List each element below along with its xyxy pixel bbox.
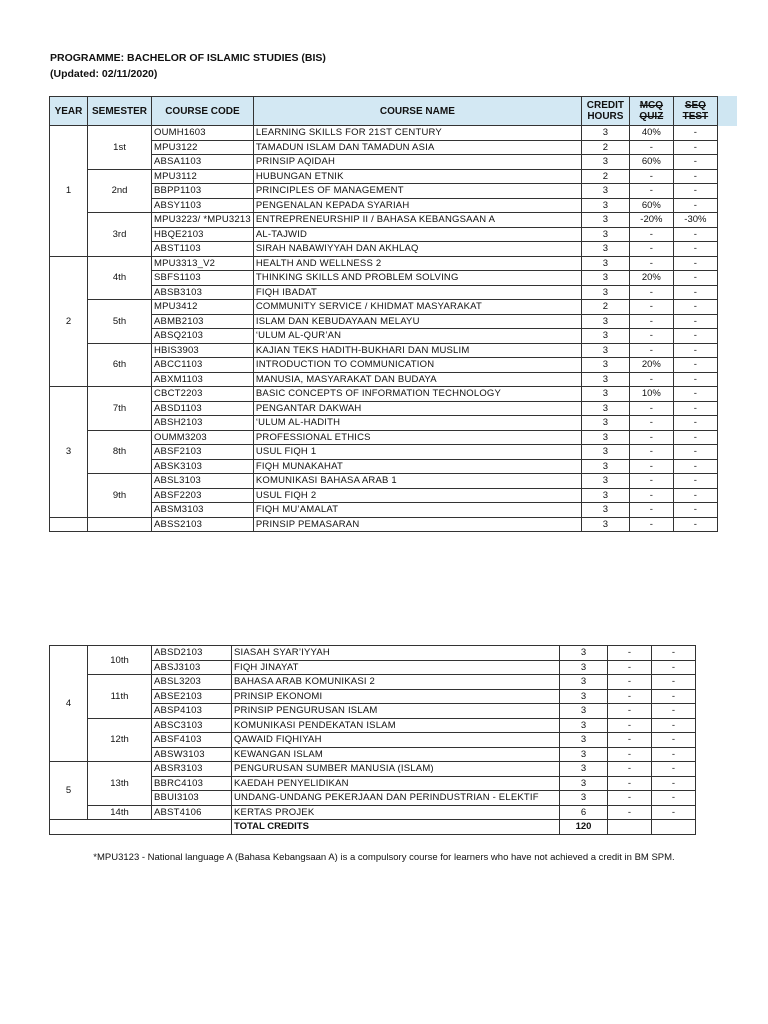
semester-cell: 4th xyxy=(88,256,152,300)
mcq-cell: - xyxy=(608,646,652,661)
mcq-cell: - xyxy=(608,776,652,791)
course-name-cell: MANUSIA, MASYARAKAT DAN BUDAYA xyxy=(253,372,581,387)
course-code-cell: ABSS2103 xyxy=(152,517,254,532)
credit-cell: 3 xyxy=(581,184,629,199)
course-code-cell: ABXM1103 xyxy=(152,372,254,387)
course-code-cell: ABSJ3103 xyxy=(152,660,232,675)
course-name-cell: ‘ULUM AL-HADITH xyxy=(253,416,581,431)
course-name-cell: KAJIAN TEKS HADITH-BUKHARI DAN MUSLIM xyxy=(253,343,581,358)
mcq-cell: - xyxy=(629,372,673,387)
course-name-cell: FIQH MU’AMALAT xyxy=(253,503,581,518)
seq-cell: - xyxy=(673,329,717,344)
seq-cell: - xyxy=(652,762,696,777)
mcq-cell: - xyxy=(629,474,673,489)
course-code-cell: MPU3313_V2 xyxy=(152,256,254,271)
course-code-cell: HBQE2103 xyxy=(152,227,254,242)
semester-cell: 5th xyxy=(88,300,152,344)
seq-cell: - xyxy=(652,718,696,733)
table-row xyxy=(50,169,718,184)
credit-cell: 3 xyxy=(581,459,629,474)
seq-cell: - xyxy=(673,387,717,402)
semester-cell: 14th xyxy=(88,805,152,820)
course-name-cell: PROFESSIONAL ETHICS xyxy=(253,430,581,445)
col-year-header: YEAR xyxy=(50,97,88,126)
mcq-cell: 20% xyxy=(629,358,673,373)
semester-cell: 9th xyxy=(88,474,152,518)
semester-cell: 7th xyxy=(88,387,152,431)
course-name-cell: PENGURUSAN SUMBER MANUSIA (ISLAM) xyxy=(232,762,560,777)
mcq-cell: - xyxy=(629,300,673,315)
course-code-cell: ABSA1103 xyxy=(152,155,254,170)
seq-cell: - xyxy=(673,300,717,315)
seq-cell: - xyxy=(673,459,717,474)
course-code-cell: ABCC1103 xyxy=(152,358,254,373)
course-code-cell: ABSM3103 xyxy=(152,503,254,518)
course-code-cell: ABST4106 xyxy=(152,805,232,820)
year-cell: 1 xyxy=(50,126,88,257)
course-code-cell: CBCT2203 xyxy=(152,387,254,402)
mcq-cell: 20% xyxy=(629,271,673,286)
seq-cell: - xyxy=(652,805,696,820)
course-name-cell: ENTREPRENEURSHIP II / BAHASA KEBANGSAAN A xyxy=(253,213,581,228)
credit-cell: 3 xyxy=(581,430,629,445)
credit-cell: 3 xyxy=(581,358,629,373)
col-seq-header: SEQ TEST xyxy=(673,97,717,126)
course-code-cell: OUMH1603 xyxy=(152,126,254,141)
credit-cell: 2 xyxy=(581,300,629,315)
table-row xyxy=(50,256,718,271)
mcq-cell: - xyxy=(629,416,673,431)
seq-cell: - xyxy=(673,517,717,532)
mcq-cell: 40% xyxy=(629,126,673,141)
semester-cell: 12th xyxy=(88,718,152,762)
course-code-cell: ABMB2103 xyxy=(152,314,254,329)
mcq-cell: - xyxy=(629,488,673,503)
course-code-cell: ABSK3103 xyxy=(152,459,254,474)
credit-cell: 3 xyxy=(581,213,629,228)
course-code-cell: ABSR3103 xyxy=(152,762,232,777)
credit-cell: 3 xyxy=(581,517,629,532)
table-row xyxy=(50,718,696,733)
credit-cell: 3 xyxy=(581,503,629,518)
mcq-cell: - xyxy=(629,184,673,199)
course-code-cell: ABSY1103 xyxy=(152,198,254,213)
col-code-header: COURSE CODE xyxy=(152,97,254,126)
col-mcq-header: MCQ QUIZ xyxy=(629,97,673,126)
mcq-cell: - xyxy=(629,285,673,300)
credit-cell: 3 xyxy=(560,660,608,675)
mcq-cell: - xyxy=(629,256,673,271)
course-name-cell: KEWANGAN ISLAM xyxy=(232,747,560,762)
course-table-part-2 xyxy=(49,645,696,835)
total-empty-mcq xyxy=(608,820,652,835)
mcq-cell: - xyxy=(629,401,673,416)
course-name-cell: TAMADUN ISLAM DAN TAMADUN ASIA xyxy=(253,140,581,155)
seq-cell: - xyxy=(673,285,717,300)
credit-cell: 3 xyxy=(581,271,629,286)
course-name-cell: ‘ULUM AL-QUR’AN xyxy=(253,329,581,344)
semester-cell: 10th xyxy=(88,646,152,675)
seq-cell: - xyxy=(673,242,717,257)
course-code-cell: MPU3112 xyxy=(152,169,254,184)
table-row xyxy=(50,474,718,489)
credit-cell: 3 xyxy=(581,329,629,344)
table-row xyxy=(50,675,696,690)
course-name-cell: KOMUNIKASI BAHASA ARAB 1 xyxy=(253,474,581,489)
mcq-cell: - xyxy=(608,704,652,719)
seq-cell: - xyxy=(652,776,696,791)
mcq-cell: - xyxy=(629,140,673,155)
course-name-cell: KERTAS PROJEK xyxy=(232,805,560,820)
course-code-cell: MPU3122 xyxy=(152,140,254,155)
credit-cell: 3 xyxy=(560,646,608,661)
seq-cell: - xyxy=(673,256,717,271)
credit-cell: 3 xyxy=(581,155,629,170)
course-name-cell: LEARNING SKILLS FOR 21ST CENTURY xyxy=(253,126,581,141)
table-row xyxy=(50,646,696,661)
course-name-cell: FIQH IBADAT xyxy=(253,285,581,300)
mcq-cell: -20% xyxy=(629,213,673,228)
semester-cell: 6th xyxy=(88,343,152,387)
course-name-cell: QAWAID FIQHIYAH xyxy=(232,733,560,748)
year-cell: 4 xyxy=(50,646,88,762)
course-name-cell: KOMUNIKASI PENDEKATAN ISLAM xyxy=(232,718,560,733)
mcq-cell: - xyxy=(629,227,673,242)
seq-cell: - xyxy=(673,416,717,431)
mcq-cell: 10% xyxy=(629,387,673,402)
semester-cell: 3rd xyxy=(88,213,152,257)
credit-cell: 3 xyxy=(560,704,608,719)
seq-cell: - xyxy=(652,675,696,690)
seq-cell: - xyxy=(652,646,696,661)
course-code-cell: BBRC4103 xyxy=(152,776,232,791)
semester-cell xyxy=(88,517,152,532)
course-code-cell: ABSF2203 xyxy=(152,488,254,503)
course-name-cell: PRINSIP PEMASARAN xyxy=(253,517,581,532)
mcq-cell: - xyxy=(629,503,673,518)
table-row xyxy=(50,805,696,820)
course-code-cell: BBPP1103 xyxy=(152,184,254,199)
seq-cell: - xyxy=(673,155,717,170)
seq-cell: - xyxy=(673,227,717,242)
seq-cell: -30% xyxy=(673,213,717,228)
course-code-cell: ABSF2103 xyxy=(152,445,254,460)
course-name-cell: FIQH JINAYAT xyxy=(232,660,560,675)
mcq-cell: - xyxy=(608,718,652,733)
mcq-cell: - xyxy=(608,660,652,675)
course-code-cell: OUMM3203 xyxy=(152,430,254,445)
seq-cell: - xyxy=(673,169,717,184)
credit-cell: 3 xyxy=(581,474,629,489)
course-name-cell: PRINCIPLES OF MANAGEMENT xyxy=(253,184,581,199)
mcq-cell: - xyxy=(629,169,673,184)
course-name-cell: HUBUNGAN ETNIK xyxy=(253,169,581,184)
mcq-cell: - xyxy=(629,343,673,358)
credit-cell: 3 xyxy=(581,401,629,416)
credit-cell: 3 xyxy=(581,314,629,329)
mcq-cell: - xyxy=(629,242,673,257)
course-name-cell: USUL FIQH 2 xyxy=(253,488,581,503)
credit-cell: 3 xyxy=(581,372,629,387)
credit-cell: 3 xyxy=(581,285,629,300)
mcq-cell: - xyxy=(629,430,673,445)
course-table-part-1 xyxy=(49,96,718,532)
credit-cell: 3 xyxy=(581,387,629,402)
credit-cell: 2 xyxy=(581,169,629,184)
course-code-cell: ABSC3103 xyxy=(152,718,232,733)
course-name-cell: COMMUNITY SERVICE / KHIDMAT MASYARAKAT xyxy=(253,300,581,315)
course-name-cell: KAEDAH PENYELIDIKAN xyxy=(232,776,560,791)
course-name-cell: PRINSIP EKONOMI xyxy=(232,689,560,704)
seq-cell: - xyxy=(673,358,717,373)
seq-cell: - xyxy=(652,660,696,675)
seq-cell: - xyxy=(673,271,717,286)
course-code-cell: HBIS3903 xyxy=(152,343,254,358)
updated-date: (Updated: 02/11/2020) xyxy=(50,68,158,80)
table-row xyxy=(50,343,718,358)
credit-cell: 3 xyxy=(581,256,629,271)
table-row xyxy=(50,300,718,315)
seq-cell: - xyxy=(673,372,717,387)
seq-cell: - xyxy=(652,689,696,704)
seq-cell: - xyxy=(652,791,696,806)
credit-cell: 2 xyxy=(581,140,629,155)
credit-cell: 3 xyxy=(581,488,629,503)
credit-cell: 3 xyxy=(560,718,608,733)
credit-cell: 3 xyxy=(560,689,608,704)
course-name-cell: AL-TAJWID xyxy=(253,227,581,242)
col-semester-header: SEMESTER xyxy=(88,97,152,126)
seq-cell: - xyxy=(673,184,717,199)
semester-cell: 2nd xyxy=(88,169,152,213)
col-credit-header: CREDIT HOURS xyxy=(581,97,629,126)
course-code-cell: ABSW3103 xyxy=(152,747,232,762)
credit-cell: 3 xyxy=(560,747,608,762)
course-name-cell: SIASAH SYAR’IYYAH xyxy=(232,646,560,661)
table-row xyxy=(50,762,696,777)
credit-cell: 3 xyxy=(581,445,629,460)
total-spacer xyxy=(50,820,232,835)
mcq-cell: - xyxy=(608,762,652,777)
year-cell: 3 xyxy=(50,387,88,518)
course-name-cell: PENGENALAN KEPADA SYARIAH xyxy=(253,198,581,213)
credit-cell: 3 xyxy=(560,791,608,806)
seq-cell: - xyxy=(673,126,717,141)
course-name-cell: BASIC CONCEPTS OF INFORMATION TECHNOLOGY xyxy=(253,387,581,402)
total-empty-seq xyxy=(652,820,696,835)
mcq-cell: - xyxy=(608,733,652,748)
footnote: *MPU3123 - National language A (Bahasa Kebangsaan A) is a compulsory course for learners who have not achieved a credit in BM SPM. xyxy=(93,852,675,863)
table-row xyxy=(50,126,718,141)
year-cell: 5 xyxy=(50,762,88,820)
course-code-cell: ABSE2103 xyxy=(152,689,232,704)
programme-title: PROGRAMME: BACHELOR OF ISLAMIC STUDIES (BIS) xyxy=(50,52,326,64)
year-cell xyxy=(50,517,88,532)
seq-cell: - xyxy=(673,488,717,503)
course-code-cell: ABSD1103 xyxy=(152,401,254,416)
credit-cell: 3 xyxy=(560,776,608,791)
mcq-cell: 60% xyxy=(629,155,673,170)
mcq-cell: - xyxy=(629,459,673,474)
seq-cell: - xyxy=(673,198,717,213)
seq-cell: - xyxy=(673,503,717,518)
course-code-cell: ABSL3203 xyxy=(152,675,232,690)
total-label: TOTAL CREDITS xyxy=(232,820,560,835)
course-name-cell: INTRODUCTION TO COMMUNICATION xyxy=(253,358,581,373)
course-name-cell: BAHASA ARAB KOMUNIKASI 2 xyxy=(232,675,560,690)
course-code-cell: ABSH2103 xyxy=(152,416,254,431)
total-value: 120 xyxy=(560,820,608,835)
mcq-cell: 60% xyxy=(629,198,673,213)
course-name-cell: PENGANTAR DAKWAH xyxy=(253,401,581,416)
course-name-cell: THINKING SKILLS AND PROBLEM SOLVING xyxy=(253,271,581,286)
course-code-cell: ABSD2103 xyxy=(152,646,232,661)
course-code-cell: ABST1103 xyxy=(152,242,254,257)
mcq-cell: - xyxy=(608,747,652,762)
course-name-cell: PRINSIP AQIDAH xyxy=(253,155,581,170)
seq-cell: - xyxy=(652,747,696,762)
course-code-cell: MPU3223/ *MPU3213 xyxy=(152,213,254,228)
seq-cell: - xyxy=(673,140,717,155)
credit-cell: 3 xyxy=(560,733,608,748)
course-name-cell: HEALTH AND WELLNESS 2 xyxy=(253,256,581,271)
credit-cell: 3 xyxy=(581,343,629,358)
credit-cell: 6 xyxy=(560,805,608,820)
mcq-cell: - xyxy=(608,689,652,704)
course-code-cell: ABSP4103 xyxy=(152,704,232,719)
table-row xyxy=(50,387,718,402)
course-name-cell: USUL FIQH 1 xyxy=(253,445,581,460)
mcq-cell: - xyxy=(629,445,673,460)
credit-cell: 3 xyxy=(581,242,629,257)
seq-cell: - xyxy=(673,445,717,460)
course-name-cell: UNDANG-UNDANG PEKERJAAN DAN PERINDUSTRIAN - ELEKTIF xyxy=(232,791,560,806)
table-row xyxy=(50,517,718,532)
total-row xyxy=(50,820,696,835)
seq-cell: - xyxy=(673,474,717,489)
seq-cell: - xyxy=(673,343,717,358)
course-code-cell: ABSF4103 xyxy=(152,733,232,748)
credit-cell: 3 xyxy=(560,675,608,690)
credit-cell: 3 xyxy=(581,126,629,141)
seq-cell: - xyxy=(652,733,696,748)
course-name-cell: FIQH MUNAKAHAT xyxy=(253,459,581,474)
mcq-cell: - xyxy=(629,314,673,329)
table-header-row xyxy=(50,97,718,126)
credit-cell: 3 xyxy=(581,416,629,431)
table-row xyxy=(50,430,718,445)
course-code-cell: ABSQ2103 xyxy=(152,329,254,344)
course-name-cell: ISLAM DAN KEBUDAYAAN MELAYU xyxy=(253,314,581,329)
seq-cell: - xyxy=(673,314,717,329)
course-code-cell: SBFS1103 xyxy=(152,271,254,286)
course-code-cell: ABSL3103 xyxy=(152,474,254,489)
mcq-cell: - xyxy=(608,805,652,820)
semester-cell: 8th xyxy=(88,430,152,474)
table-row xyxy=(50,213,718,228)
semester-cell: 11th xyxy=(88,675,152,719)
col-name-header: COURSE NAME xyxy=(253,97,581,126)
mcq-cell: - xyxy=(629,329,673,344)
mcq-cell: - xyxy=(608,675,652,690)
course-code-cell: MPU3412 xyxy=(152,300,254,315)
mcq-cell: - xyxy=(629,517,673,532)
semester-cell: 1st xyxy=(88,126,152,170)
year-cell: 2 xyxy=(50,256,88,387)
course-code-cell: ABSB3103 xyxy=(152,285,254,300)
mcq-cell: - xyxy=(608,791,652,806)
credit-cell: 3 xyxy=(581,198,629,213)
seq-cell: - xyxy=(652,704,696,719)
semester-cell: 13th xyxy=(88,762,152,806)
credit-cell: 3 xyxy=(560,762,608,777)
course-code-cell: BBUI3103 xyxy=(152,791,232,806)
course-name-cell: PRINSIP PENGURUSAN ISLAM xyxy=(232,704,560,719)
course-name-cell: SIRAH NABAWIYYAH DAN AKHLAQ xyxy=(253,242,581,257)
credit-cell: 3 xyxy=(581,227,629,242)
seq-cell: - xyxy=(673,401,717,416)
seq-cell: - xyxy=(673,430,717,445)
